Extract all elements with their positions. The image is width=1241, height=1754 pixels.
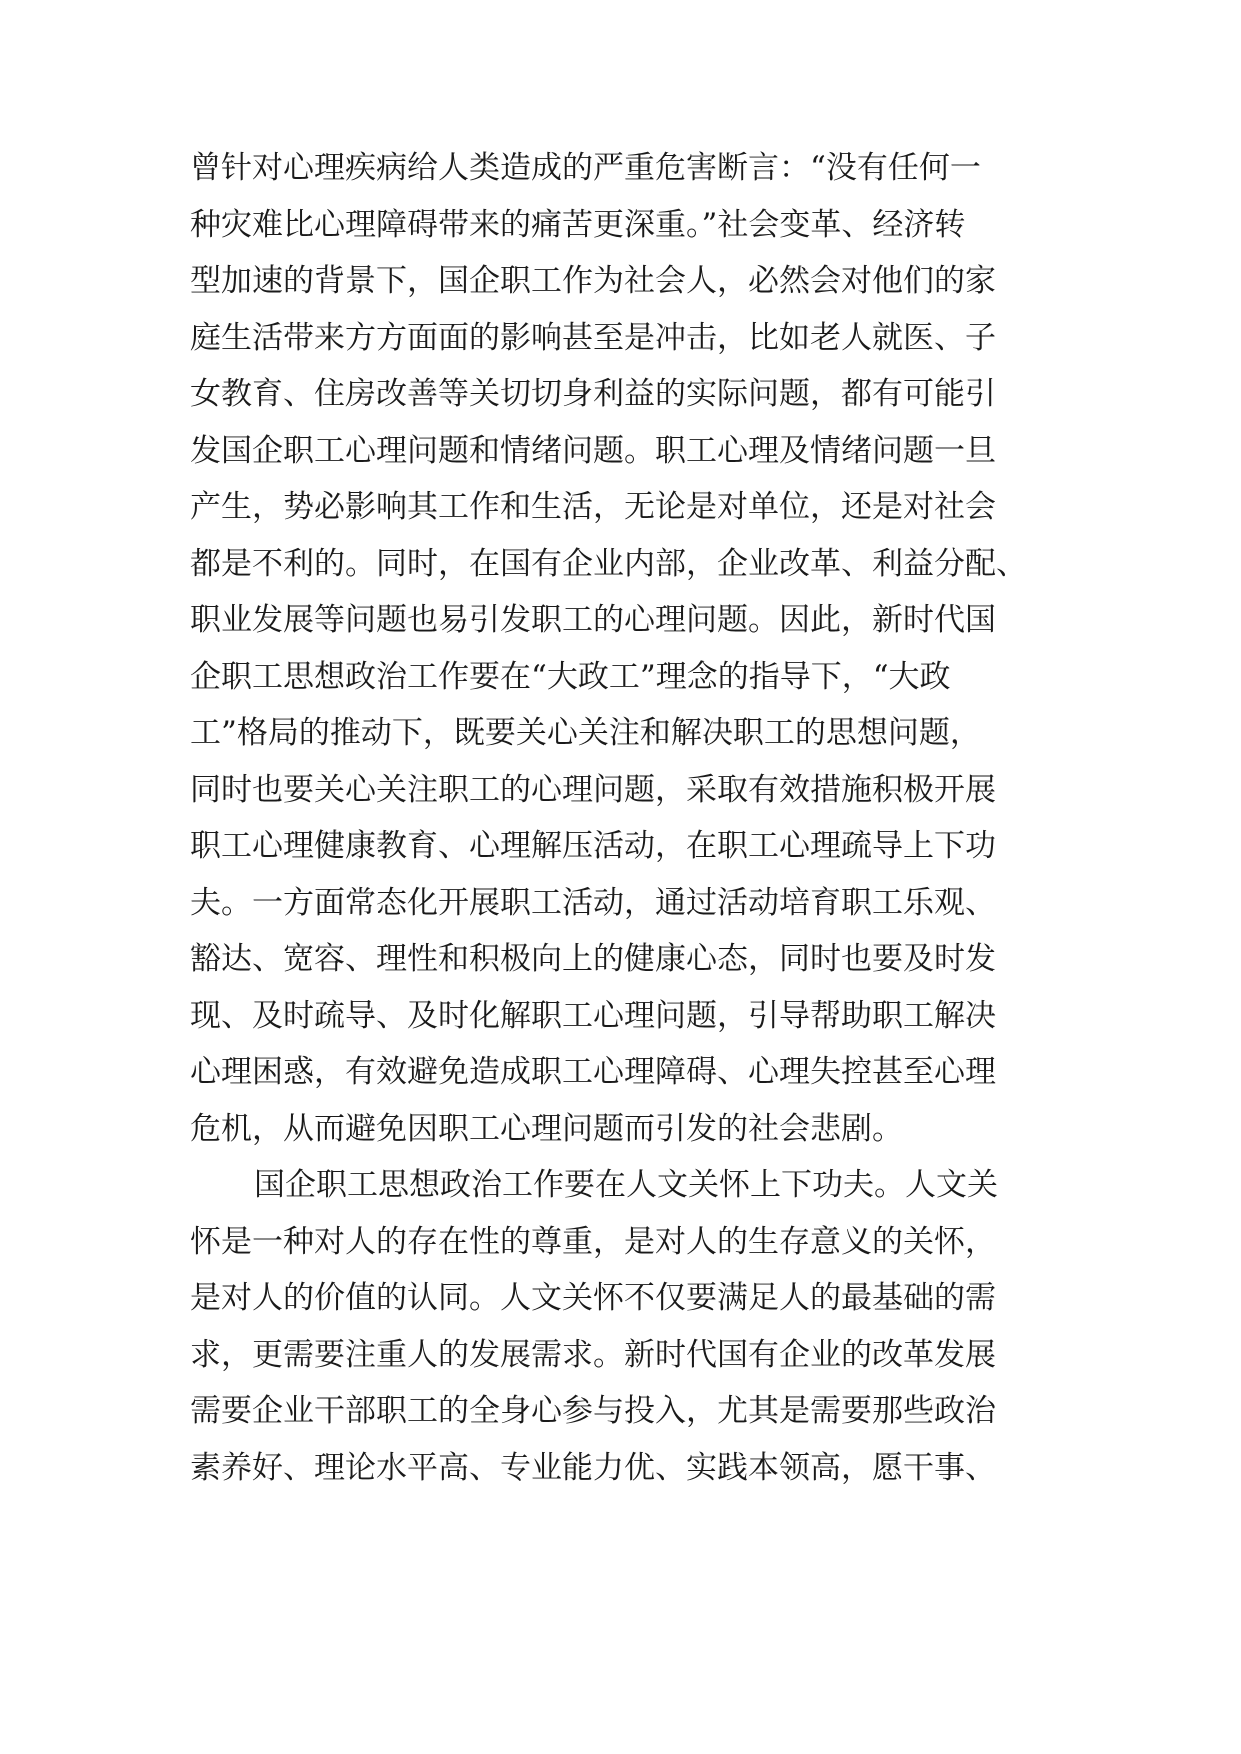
text-line: 危机，从而避免因职工心理问题而引发的社会悲剧。	[190, 1110, 903, 1147]
text-line: 心理困惑，有效避免造成职工心理障碍、心理失控甚至心理	[190, 1054, 996, 1090]
text-line: 型加速的背景下，国企职工作为社会人，必然会对他们的家	[190, 263, 996, 299]
text-line: 夫。一方面常态化开展职工活动，通过活动培育职工乐观、	[190, 884, 996, 921]
text-line: 素养好、理论水平高、专业能力优、实践本领高，愿干事、	[190, 1449, 996, 1486]
text-line-first: 国企职工思想政治工作要在人文关怀上下功夫。人文关	[254, 1167, 998, 1203]
text-line: 是对人的价值的认同。人文关怀不仅要满足人的最基础的需	[190, 1280, 996, 1316]
text-line: 工”格局的推动下，既要关心关注和解决职工的思想问题，	[190, 715, 981, 751]
paragraph-mental-health	[190, 140, 1070, 1157]
text-line: 庭生活带来方方面面的影响甚至是冲击，比如老人就医、子	[190, 319, 996, 356]
text-line: 发国企职工心理问题和情绪问题。职工心理及情绪问题一旦	[190, 432, 996, 469]
text-line: 企职工思想政治工作要在“大政工”理念的指导下，“大政	[190, 658, 951, 695]
text-line: 女教育、住房改善等关切切身利益的实际问题，都有可能引	[190, 376, 996, 412]
text-line: 职工心理健康教育、心理解压活动，在职工心理疏导上下功	[190, 828, 996, 864]
document-body	[190, 140, 1070, 1496]
text-line: 同时也要关心关注职工的心理问题，采取有效措施积极开展	[190, 771, 996, 808]
text-line: 豁达、宽容、理性和积极向上的健康心态，同时也要及时发	[190, 941, 996, 977]
text-line: 都是不利的。同时，在国有企业内部，企业改革、利益分配、	[190, 545, 1027, 582]
text-line: 求，更需要注重人的发展需求。新时代国有企业的改革发展	[190, 1336, 996, 1373]
text-line: 产生，势必影响其工作和生活，无论是对单位，还是对社会	[190, 489, 996, 525]
text-line: 曾针对心理疾病给人类造成的严重危害断言：“没有任何一	[190, 150, 981, 186]
text-line: 种灾难比心理障碍带来的痛苦更深重。”社会变革、经济转	[190, 206, 966, 243]
text-line: 怀是一种对人的存在性的尊重，是对人的生存意义的关怀，	[190, 1223, 996, 1260]
text-line: 职业发展等问题也易引发职工的心理问题。因此，新时代国	[190, 602, 996, 638]
text-line: 现、及时疏导、及时化解职工心理问题，引导帮助职工解决	[190, 997, 996, 1034]
paragraph-humanistic-care	[190, 1157, 1070, 1496]
text-line: 需要企业干部职工的全身心参与投入，尤其是需要那些政治	[190, 1393, 996, 1429]
